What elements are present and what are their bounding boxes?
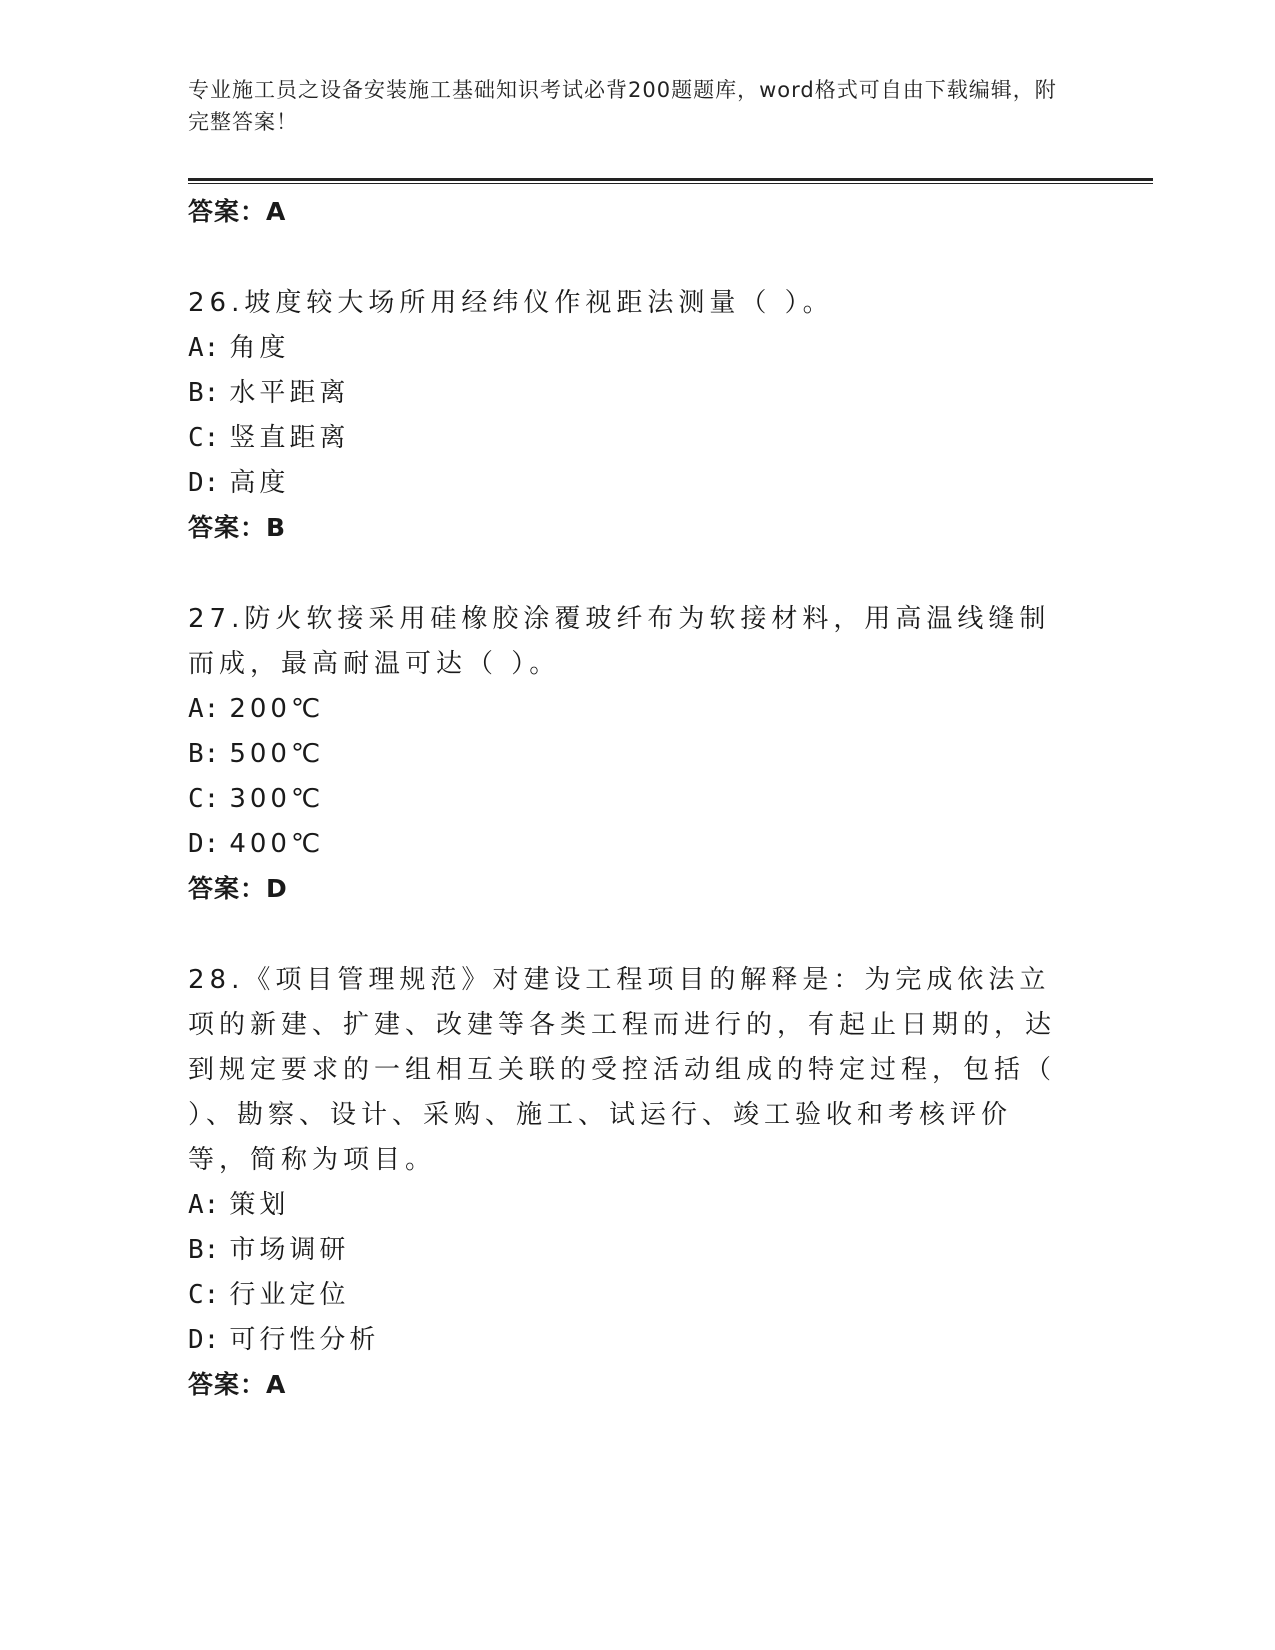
- answer-line: [188, 506, 1068, 550]
- answer-label: 答案：: [188, 874, 267, 903]
- option-letter: D:: [188, 829, 220, 859]
- answer-value: D: [266, 874, 288, 903]
- option-c: [188, 777, 1068, 822]
- answer-value: A: [266, 197, 287, 226]
- option-text: 500℃: [229, 739, 325, 769]
- answer-label: 答案：: [188, 1370, 267, 1399]
- option-text: 水平距离: [229, 378, 350, 408]
- option-letter: B:: [188, 739, 220, 769]
- document-header: 专业施工员之设备安装施工基础知识考试必背200题题库，word格式可自由下载编辑，附完整答案！: [188, 78, 1057, 134]
- option-a: [188, 1183, 1068, 1228]
- option-d: [188, 461, 1068, 506]
- option-c: [188, 416, 1068, 461]
- option-letter: C:: [188, 784, 220, 814]
- answer-line: [188, 1363, 1068, 1407]
- question-block-27: [188, 597, 1068, 911]
- document-body: [188, 190, 1068, 1407]
- option-letter: B:: [188, 1235, 220, 1265]
- answer-line: [188, 190, 1068, 234]
- option-b: [188, 732, 1068, 777]
- option-text: 可行性分析: [229, 1325, 380, 1355]
- question-text: 27.防火软接采用硅橡胶涂覆玻纤布为软接材料，用高温线缝制而成，最高耐温可达（ ）。: [188, 604, 1051, 679]
- option-text: 市场调研: [229, 1235, 350, 1265]
- answer-label: 答案：: [188, 197, 267, 226]
- option-letter: C:: [188, 1280, 220, 1310]
- question-text: 28.《项目管理规范》对建设工程项目的解释是：为完成依法立项的新建、扩建、改建等各类工程而进行的，有起止日期的，达到规定要求的一组相互关联的受控活动组成的特定过程，包括（ ）、勘察、设计、采购、施工、试运行、竣工验收和考核评价等，简称为项目。: [188, 965, 1057, 1175]
- option-a: [188, 687, 1068, 732]
- option-letter: A:: [188, 694, 220, 724]
- option-letter: C:: [188, 423, 220, 453]
- option-b: [188, 1228, 1068, 1273]
- option-text: 竖直距离: [229, 423, 350, 453]
- answer-line: [188, 867, 1068, 911]
- header-divider: [188, 178, 1153, 184]
- answer-value: B: [266, 513, 287, 542]
- answer-value: A: [266, 1370, 287, 1399]
- option-letter: D:: [188, 1325, 220, 1355]
- option-text: 400℃: [229, 829, 325, 859]
- question-block-26: [188, 281, 1068, 550]
- question-text: 26.坡度较大场所用经纬仪作视距法测量（ ）。: [188, 288, 834, 318]
- option-text: 300℃: [229, 784, 325, 814]
- option-text: 200℃: [229, 694, 325, 724]
- option-c: [188, 1273, 1068, 1318]
- option-text: 策划: [229, 1190, 290, 1220]
- option-letter: A:: [188, 333, 220, 363]
- question-block-28: [188, 958, 1068, 1407]
- answer-label: 答案：: [188, 513, 267, 542]
- option-letter: A:: [188, 1190, 220, 1220]
- option-d: [188, 822, 1068, 867]
- option-a: [188, 326, 1068, 371]
- option-d: [188, 1318, 1068, 1363]
- option-letter: B:: [188, 378, 220, 408]
- option-text: 角度: [229, 333, 290, 363]
- option-letter: D:: [188, 468, 220, 498]
- option-b: [188, 371, 1068, 416]
- option-text: 行业定位: [229, 1280, 350, 1310]
- option-text: 高度: [229, 468, 290, 498]
